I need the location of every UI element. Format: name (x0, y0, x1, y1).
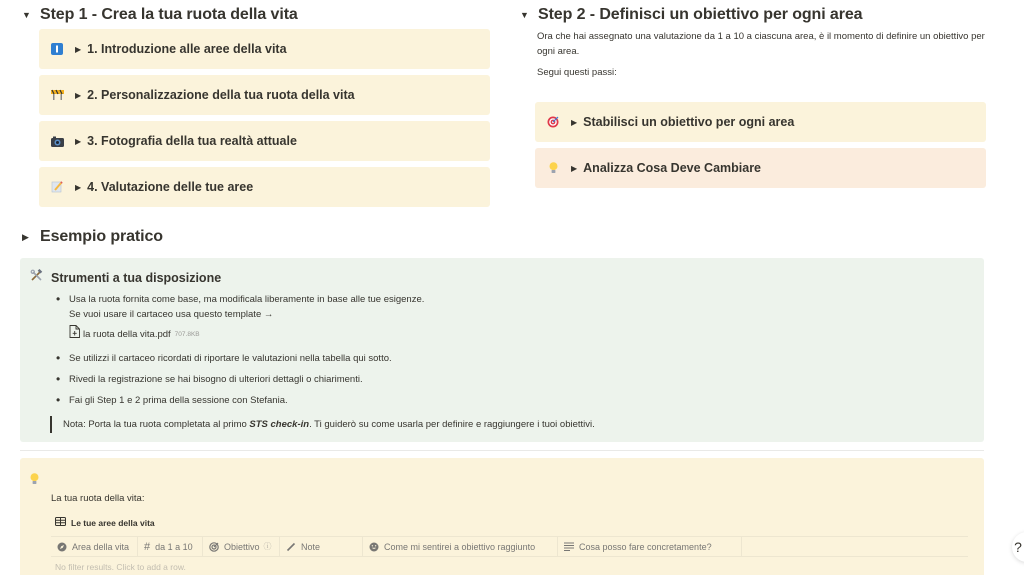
column-goal[interactable] (203, 537, 280, 556)
help-icon: ? (1014, 539, 1022, 555)
target-icon (545, 114, 561, 130)
triangle-right-icon: ▶ (75, 90, 82, 100)
bullet-text: Rivedi la registrazione se hai bisogno di ulteriori dettagli o chiarimenti. (69, 374, 363, 385)
column-label: da 1 a 10 (155, 541, 193, 552)
column-area[interactable] (51, 537, 138, 556)
step2-item-label: Analizza Cosa Deve Cambiare (583, 161, 762, 175)
wheel-intro: La tua ruota della vita: (51, 493, 145, 504)
hammer-wrench-icon (30, 269, 43, 287)
wheel-callout (20, 458, 984, 575)
help-button[interactable] (1012, 532, 1024, 562)
step1-item-label: 1. Introduzione alle aree della vita (87, 42, 287, 56)
column-feeling[interactable] (363, 537, 558, 556)
file-icon (69, 325, 80, 343)
step2-item-analyze[interactable] (535, 148, 986, 188)
empty-table-add-row[interactable]: No filter results. Click to add a row. (55, 562, 186, 572)
pencil-icon (286, 542, 296, 552)
column-label: Cosa posso fare concretamente? (579, 541, 712, 552)
bullet-text: Usa la ruota fornita come base, ma modificala liberamente in base alle tue esigenze. (69, 294, 425, 305)
triangle-right-icon: ▶ (22, 231, 29, 242)
camera-icon (49, 133, 65, 149)
step1-item-photo[interactable] (39, 121, 490, 161)
column-score[interactable] (138, 537, 203, 556)
tools-bullet: • Fai gli Step 1 e 2 prima della sessione con Stefania. (56, 393, 288, 407)
database-title[interactable] (55, 517, 155, 528)
step1-title: Step 1 - Crea la tua ruota della vita (40, 6, 298, 23)
column-label: Obiettivo (224, 541, 260, 552)
triangle-right-icon: ▶ (571, 163, 578, 173)
pdf-file-attachment[interactable] (69, 325, 424, 343)
step1-item-label: 3. Fotografia della tua realtà attuale (87, 134, 297, 148)
step2-item-label: Stabilisci un obiettivo per ogni area (583, 115, 795, 129)
lightbulb-icon (545, 160, 561, 176)
bullet-text: Se utilizzi il cartaceo ricordati di riportare le valutazioni nella tabella qui sotto. (69, 353, 392, 364)
database-title-label: Le tue aree della vita (71, 517, 155, 528)
step1-item-evaluate[interactable] (39, 167, 490, 207)
column-label: Area della vita (72, 541, 130, 552)
step1-item-label: 2. Personalizzazione della tua ruota della vita (87, 88, 355, 102)
step1-section (22, 0, 490, 213)
step1-item-label: 4. Valutazione delle tue aree (87, 180, 254, 194)
step2-toggle[interactable] (520, 1, 986, 29)
note-quote (50, 416, 595, 433)
tools-bullet: • Usa la ruota fornita come base, ma modificala liberamente in base alle tue esigenze. Se vuoi usare il cartaceo usa questo template → (56, 292, 425, 320)
esempio-title: Esempio pratico (40, 228, 163, 245)
construction-icon (49, 87, 65, 103)
lightbulb-icon (30, 472, 39, 490)
tools-title: Strumenti a tua disposizione (51, 271, 222, 285)
smiley-icon (369, 542, 379, 552)
bullet-text: Se vuoi usare il cartaceo usa questo template → (69, 309, 274, 320)
hash-icon: # (144, 540, 151, 553)
step2-item-set-goal[interactable] (535, 102, 986, 142)
tools-bullet: • Se utilizzi il cartaceo ricordati di riportare le valutazioni nella tabella qui sotto. (56, 351, 392, 365)
triangle-down-icon: ▼ (520, 10, 529, 20)
step2-intro: Ora che hai assegnato una valutazione da 1 a 10 a ciascuna area, è il momento di definire un obiettivo per ogni area. (537, 31, 985, 57)
note-bold: STS check-in (249, 419, 310, 430)
tools-callout (20, 258, 984, 442)
esempio-toggle[interactable] (22, 223, 163, 251)
target-icon (209, 542, 219, 552)
step2-title: Step 2 - Definisci un obiettivo per ogni area (538, 6, 863, 23)
note-text: Nota: Porta la tua ruota completata al primo (63, 419, 250, 430)
triangle-right-icon: ▶ (571, 117, 578, 127)
triangle-right-icon: ▶ (75, 182, 82, 192)
bullet-text: Fai gli Step 1 e 2 prima della sessione con Stefania. (69, 395, 288, 406)
step1-toggle[interactable] (22, 1, 490, 29)
memo-icon (49, 179, 65, 195)
compass-icon (57, 542, 67, 552)
triangle-right-icon: ▶ (75, 44, 82, 54)
triangle-down-icon: ▼ (22, 10, 31, 20)
step1-item-intro[interactable] (39, 29, 490, 69)
step2-steps-label: Segui questi passi: (537, 67, 617, 78)
table-icon (55, 517, 66, 528)
tools-bullet: • Rivedi la registrazione se hai bisogno di ulteriori dettagli o chiarimenti. (56, 372, 363, 386)
triangle-right-icon: ▶ (75, 136, 82, 146)
file-size: 707.8KB (174, 330, 200, 338)
file-name[interactable]: la ruota della vita.pdf (83, 328, 171, 340)
note-text: . Ti guiderò su come usarla per definire e raggiungere i tuoi obiettivi. (309, 419, 595, 430)
column-label: Note (301, 541, 321, 552)
step2-section (520, 0, 986, 194)
info-circle-icon: ⓘ (263, 542, 272, 551)
column-notes[interactable] (280, 537, 363, 556)
text-lines-icon (564, 542, 574, 551)
step1-item-personalize[interactable] (39, 75, 490, 115)
column-actions[interactable] (558, 537, 742, 556)
info-icon (49, 41, 65, 57)
column-label: Come mi sentirei a obiettivo raggiunto (384, 541, 536, 552)
divider (20, 450, 984, 451)
table-header (51, 536, 968, 557)
